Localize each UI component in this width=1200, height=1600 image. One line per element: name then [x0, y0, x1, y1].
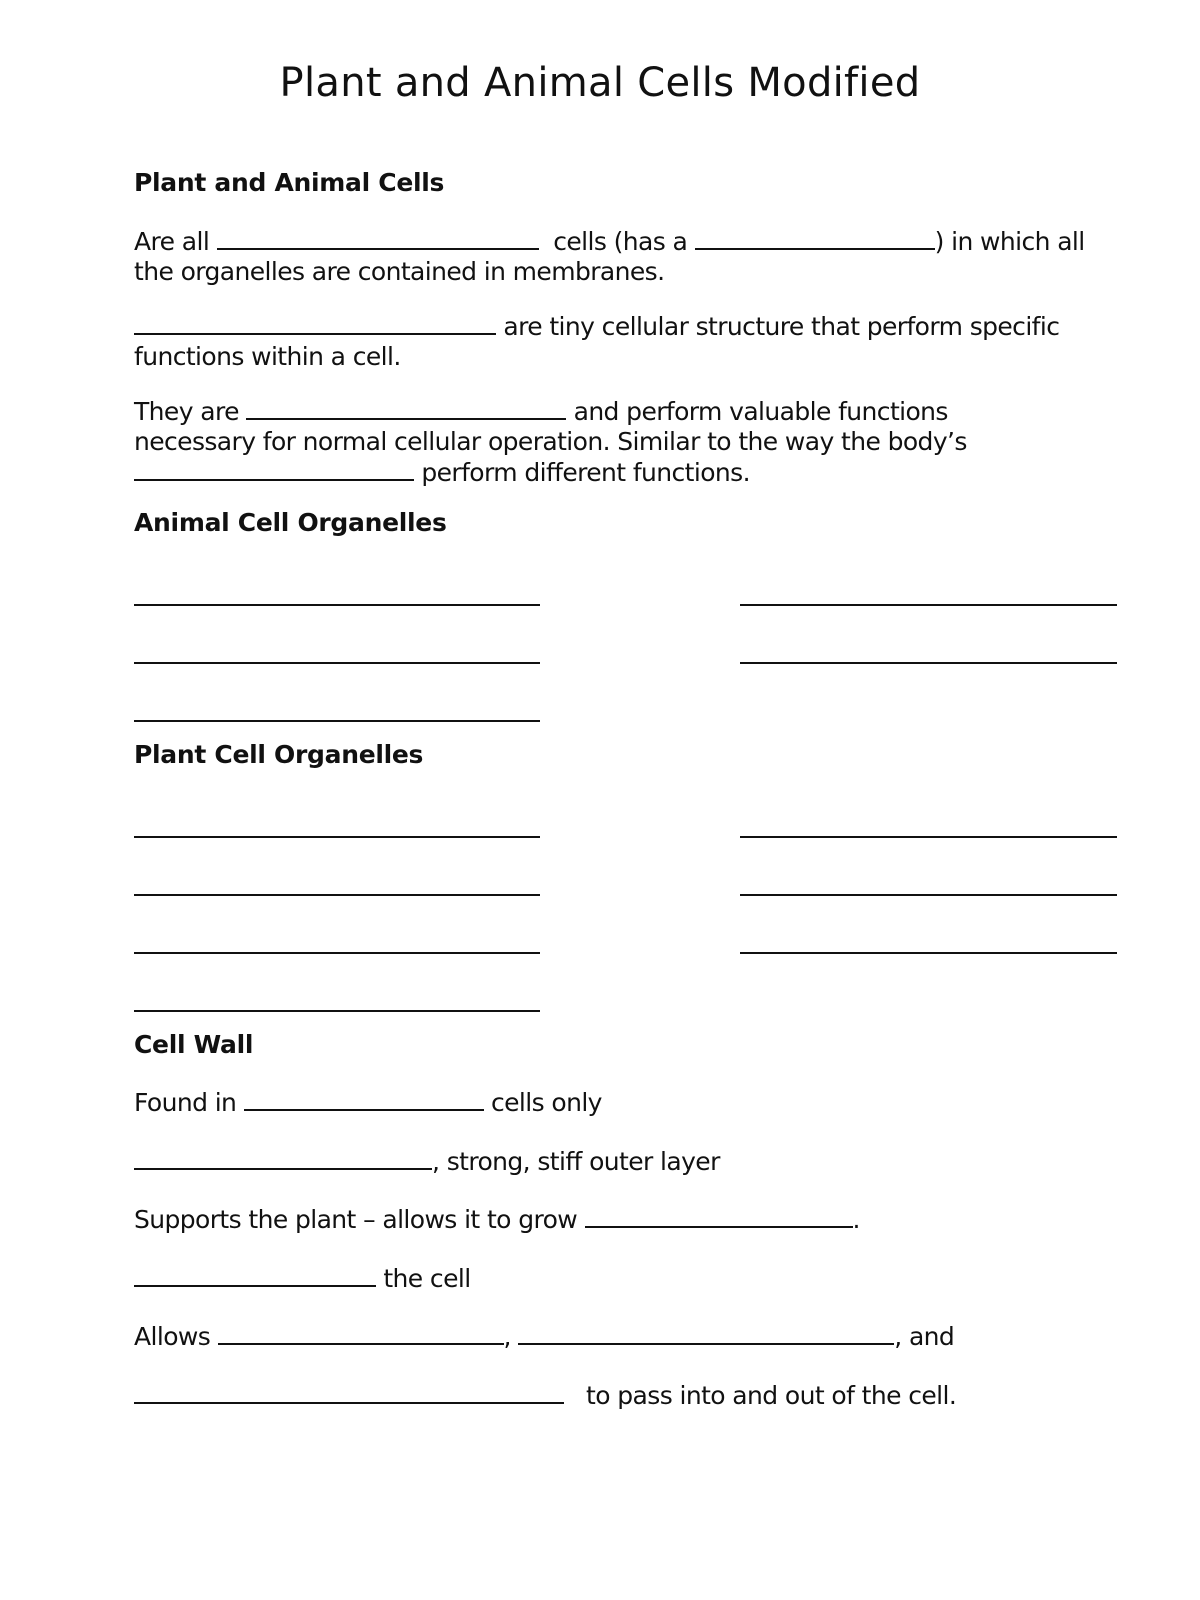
blank-allows-1[interactable]: [218, 1321, 504, 1345]
cells-p3-text-a: They are: [134, 397, 239, 426]
blank-outer-layer[interactable]: [134, 1146, 432, 1170]
section-heading-cells: Plant and Animal Cells: [134, 168, 445, 197]
cells-p1-line-2: the organelles are contained in membranes.: [134, 257, 665, 286]
wall-l2-text: , strong, stiff outer layer: [432, 1147, 720, 1176]
section-heading-cell-wall: Cell Wall: [134, 1030, 254, 1059]
section-heading-animal: Animal Cell Organelles: [134, 508, 447, 537]
cells-p1-text-c: ) in which all: [934, 227, 1085, 256]
wall-line-1: [134, 1087, 1114, 1118]
cells-p2-line-1: [134, 311, 1114, 342]
wall-l5-text-a: Allows: [134, 1322, 211, 1351]
cells-p2-text-a: are tiny cellular structure that perform specific: [503, 312, 1060, 341]
blank-body-parts[interactable]: [134, 457, 414, 481]
blank-cell-type[interactable]: [217, 226, 539, 250]
cells-paragraph-1: [134, 226, 1114, 287]
cells-p3-text-d: perform different functions.: [421, 458, 750, 487]
blank-grow[interactable]: [585, 1204, 853, 1228]
wall-line-4: [134, 1263, 1114, 1294]
wall-line-3: [134, 1204, 1114, 1235]
blank-they-are[interactable]: [246, 396, 566, 420]
blank-allows-2[interactable]: [518, 1321, 894, 1345]
plant-organelle-blank-7[interactable]: [134, 1010, 540, 1012]
wall-l1-text-a: Found in: [134, 1088, 237, 1117]
plant-organelle-blank-6[interactable]: [740, 952, 1117, 954]
wall-l3-text-b: .: [852, 1205, 860, 1234]
plant-organelle-blank-2[interactable]: [740, 836, 1117, 838]
plant-organelle-blank-4[interactable]: [740, 894, 1117, 896]
wall-l1-text-b: cells only: [491, 1088, 602, 1117]
plant-organelle-blank-5[interactable]: [134, 952, 540, 954]
cells-p1-line-1: [134, 226, 1114, 257]
cells-p3-line-1: [134, 396, 1114, 427]
cells-p1-text-a: Are all: [134, 227, 210, 256]
blank-allows-3[interactable]: [134, 1380, 564, 1404]
section-heading-plant: Plant Cell Organelles: [134, 740, 424, 769]
cells-paragraph-2: [134, 311, 1114, 372]
page-title: Plant and Animal Cells Modified: [279, 60, 921, 106]
animal-organelle-blank-4[interactable]: [740, 662, 1117, 664]
blank-organelles[interactable]: [134, 311, 496, 335]
cells-p3-line-3: [134, 457, 1114, 488]
wall-line-6: [134, 1380, 1114, 1411]
cells-p3-text-b: and perform valuable functions: [573, 397, 948, 426]
animal-organelle-blank-2[interactable]: [740, 604, 1117, 606]
animal-organelle-blank-1[interactable]: [134, 604, 540, 606]
cells-p3-line-2: necessary for normal cellular operation. Similar to the way the body’s: [134, 427, 967, 456]
plant-organelle-blank-3[interactable]: [134, 894, 540, 896]
cells-p1-text-b: cells (has a: [553, 227, 688, 256]
blank-the-cell[interactable]: [134, 1263, 376, 1287]
animal-organelle-blank-5[interactable]: [134, 720, 540, 722]
wall-l5-text-c: , and: [894, 1322, 955, 1351]
animal-organelle-blank-3[interactable]: [134, 662, 540, 664]
wall-line-2: [134, 1146, 1114, 1177]
wall-l5-text-b: ,: [503, 1322, 511, 1351]
wall-line-5: [134, 1321, 1114, 1352]
cells-paragraph-3: [134, 396, 1114, 488]
wall-l3-text-a: Supports the plant – allows it to grow: [134, 1205, 578, 1234]
plant-organelle-blank-1[interactable]: [134, 836, 540, 838]
blank-found-in[interactable]: [244, 1087, 484, 1111]
cells-p2-line-2: functions within a cell.: [134, 342, 401, 371]
wall-l6-text: to pass into and out of the cell.: [586, 1381, 957, 1410]
wall-l4-text: the cell: [383, 1264, 471, 1293]
blank-has-a[interactable]: [695, 226, 935, 250]
